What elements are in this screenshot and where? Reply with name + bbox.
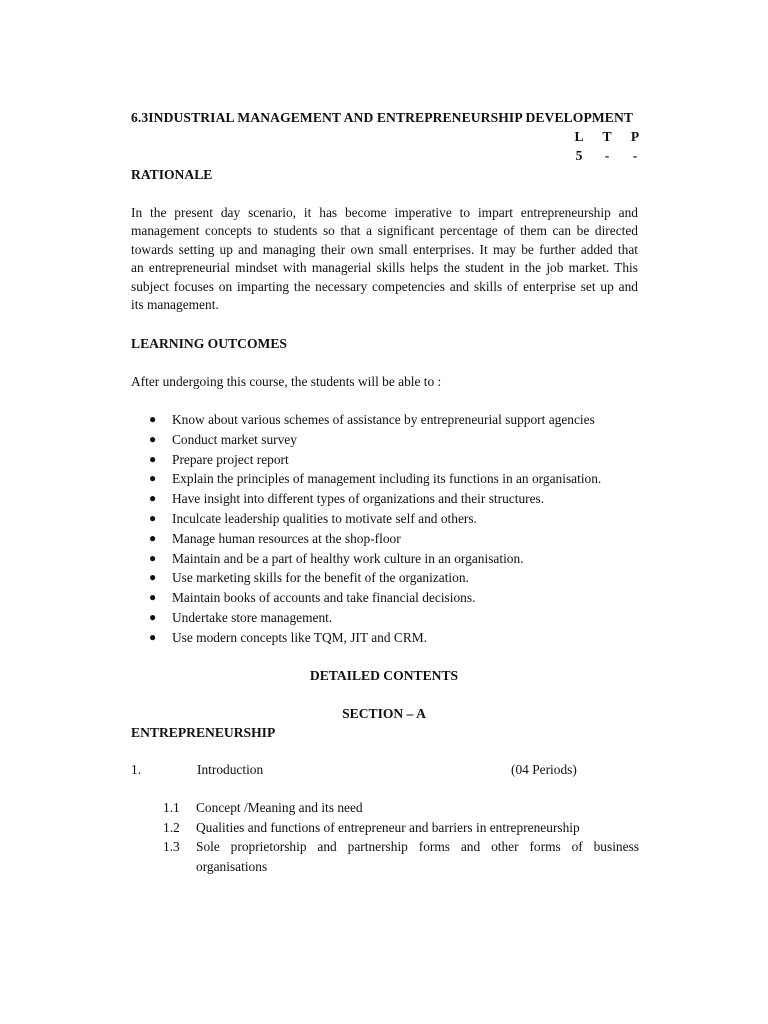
subtopic-text-line: organisations xyxy=(196,858,268,874)
rationale-heading: RATIONALE xyxy=(131,167,213,182)
subtopic-text: Qualities and functions of entrepreneur and barriers in entrepreneurship xyxy=(196,820,580,835)
list-item: ● Use marketing skills for the benefit of the organization. xyxy=(149,568,601,588)
list-item: ● Manage human resources at the shop-floor xyxy=(149,529,601,549)
detailed-contents-heading: DETAILED CONTENTS xyxy=(309,668,459,683)
ltp-value-p: - xyxy=(632,148,638,163)
unit-number: 1. xyxy=(131,762,142,777)
list-item: ● Know about various schemes of assistance by entrepreneurial support agencies xyxy=(149,410,601,430)
bullet-icon: ● xyxy=(149,431,157,446)
section-heading: SECTION – A xyxy=(342,706,426,721)
learning-outcomes-list xyxy=(149,410,601,648)
ltp-header-p: P xyxy=(630,129,640,144)
list-item: ● Prepare project report xyxy=(149,450,601,470)
bullet-icon: ● xyxy=(149,471,157,486)
ltp-value-row xyxy=(572,148,642,164)
unit-title: Introduction xyxy=(197,762,264,777)
subtopic-number: 1.2 xyxy=(163,820,180,835)
ltp-header-row xyxy=(572,129,642,145)
subtopic-item xyxy=(163,837,639,876)
rationale-paragraph xyxy=(131,204,638,314)
unit-periods: (04 Periods) xyxy=(511,762,577,777)
bullet-icon: ● xyxy=(149,609,157,624)
subtopic-number: 1.3 xyxy=(163,839,180,854)
bullet-icon: ● xyxy=(149,491,157,506)
list-item: ● Conduct market survey xyxy=(149,430,601,450)
subtopic-number: 1.1 xyxy=(163,800,180,815)
list-item: ● Inculcate leadership qualities to motivate self and others. xyxy=(149,509,601,529)
ltp-header-t: T xyxy=(602,129,612,144)
ltp-header-l: L xyxy=(574,129,584,144)
bullet-icon: ● xyxy=(149,629,157,644)
bullet-icon: ● xyxy=(149,412,157,426)
rationale-line: In the present day scenario, it has become imperative to impart entrepreneurship and xyxy=(131,205,638,220)
list-item: ● Maintain books of accounts and take financial decisions. xyxy=(149,588,601,608)
subtopic-item xyxy=(163,818,639,838)
rationale-line: towards setting up and managing their own small enterprises. It may be further added that xyxy=(131,241,638,257)
learning-outcomes-intro: After undergoing this course, the students will be able to : xyxy=(131,374,442,389)
bullet-icon: ● xyxy=(149,510,157,525)
rationale-line: management concepts to students so that a significant percentage of them can be directed xyxy=(131,223,638,239)
list-item: ● Have insight into different types of organizations and their structures. xyxy=(149,489,601,509)
list-item: ● Maintain and be a part of healthy work culture in an organisation. xyxy=(149,549,601,569)
bullet-icon: ● xyxy=(149,550,157,565)
subtopic-text-line: Sole proprietorship and partnership forms and other forms of business xyxy=(196,839,639,854)
list-item: ● Use modern concepts like TQM, JIT and CRM. xyxy=(149,628,601,648)
subtopic-item xyxy=(163,798,639,818)
rationale-line: an entrepreneurial mindset with managerial skills helps the student in the job market. This xyxy=(131,260,638,276)
subtopic-text-wrap xyxy=(196,837,639,876)
rationale-line: subject focuses on imparting the necessary competencies and skills of enterprise set up and xyxy=(131,278,638,294)
bullet-icon: ● xyxy=(149,451,157,466)
subtopic-text: Concept /Meaning and its need xyxy=(196,800,363,815)
bullet-icon: ● xyxy=(149,530,157,545)
learning-outcomes-heading: LEARNING OUTCOMES xyxy=(131,336,287,351)
course-title: 6.3INDUSTRIAL MANAGEMENT AND ENTREPRENEURSHIP DEVELOPMENT xyxy=(131,110,634,125)
bullet-icon: ● xyxy=(149,590,157,605)
list-item: ● Explain the principles of management including its functions in an organisation. xyxy=(149,469,601,489)
list-item: ● Undertake store management. xyxy=(149,608,601,628)
section-title: ENTREPRENEURSHIP xyxy=(131,725,276,740)
ltp-value-l: 5 xyxy=(575,148,583,163)
rationale-line: its management. xyxy=(131,297,219,313)
ltp-value-t: - xyxy=(604,148,610,163)
bullet-icon: ● xyxy=(149,570,157,585)
